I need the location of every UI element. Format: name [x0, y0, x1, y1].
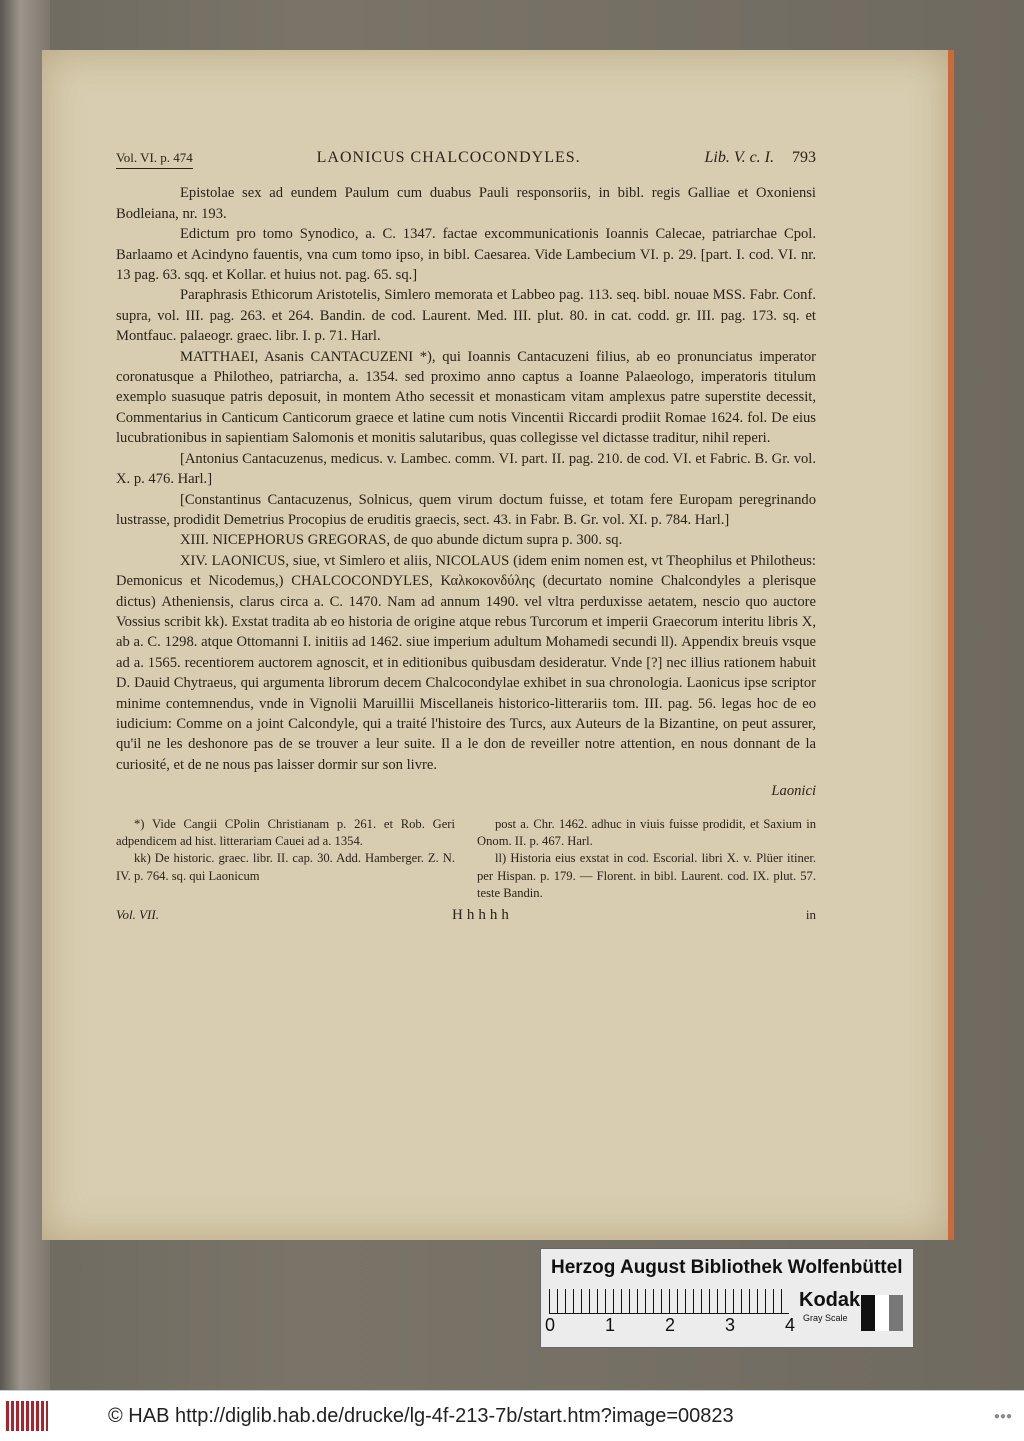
ruler-numbers [545, 1315, 795, 1336]
footnote: post a. Chr. 1462. adhuc in viuis fuisse prodidit, et Saxium in Onom. II. p. 467. Harl. [477, 816, 816, 848]
running-title: LAONICUS CHALCOCONDYLES. [316, 149, 581, 166]
footnote: ll) Historia eius exstat in cod. Escorial. libri X. v. Plüer itiner. per Hispan. p. 179. — Florent. in bibl. Laurent. cod. IX. plut. 57. teste Bandin. [477, 851, 816, 901]
paragraph-laonicus: XIV. LAONICUS, siue, vt Simlero et aliis, NICOLAUS (idem enim nomen est, vt Theophilus et Philotheus: Demonicus et Nicodemus,) CHALCOCONDYLES, Καλκοκονδύλης (decurtato nomine Chalcondyles a plerisque dictus) Atheniensis, clarus circa a. C. 1470. Nam ad annum 1490. vel vltra perduxisse aetatem, nescio quo auctore Vossius scribit kk). Exstat tradita ab eo historia de origine atque rebus Turcorum et imperii Graecorum interitu libris X, ab a. C. 1298. atque Ottomanni I. initiis ad 1462. siue imperium adultum Mohamedi secundi ll). Appendix breuis vsque ad a. 1565. recentiorem auctorem agnoscit, et in editionibus quibusdam desideratur. Vnde [?] nec illius rationem habuit D. Dauid Chytraeus, qui argumenta librorum decem Chalcocondylae exhibet in sua chronologia. Laonicus ipse scriptor minime contemnendus, vnde in Vignolii Maruillii Miscellaneis historico-litterariis tom. III. pag. 56. legas hoc de eo iudicium: Comme on a joint Calcondyle, qui a traité l'histoire des Turcs, aux Auteurs de la Bizantine, on peut assurer, qu'il ne les deshonore pas de se trouver a leur suite. Il a le don de reveiller notre attention, en nous donnant de la curiosité, et de ne nous pas laisser dormir sur son livre. [116, 552, 816, 773]
catchword: Laonici [771, 783, 816, 800]
more-icon[interactable]: ●●● [993, 1410, 1012, 1422]
gray-patch [875, 1295, 889, 1331]
ruler-number: 1 [604, 1315, 615, 1335]
paragraph-edictum: Edictum pro tomo Synodico, a. C. 1347. factae excommunicationis Ioannis Calecae, patriarchae Cpol. Barlaamo et Acindyno fauentis, vna cum tomo ipso, in bibl. Caesarea. Vide Lambecium VI. p. 29. [part. I. cod. VI. nr. 13 pag. 63. sqq. et Kollar. et huius not. pag. 65. sq.] [116, 226, 816, 284]
volume-mark: Vol. VII. [116, 906, 159, 922]
color-calibration-label [540, 1248, 914, 1348]
gathering-signature: Hhhhh [452, 906, 513, 923]
gray-patch [861, 1295, 875, 1331]
signature-row [116, 905, 816, 925]
page-text [116, 148, 816, 925]
footnote: kk) De historic. graec. libr. II. cap. 30. Add. Hamberger. Z. N. IV. p. 764. sq. qui Laonicum [116, 851, 455, 883]
section-ref [705, 148, 816, 168]
paragraph-matthaei: MATTHAEI, Asanis CANTACUZENI *), qui Ioannis Cantacuzeni filius, ab eo pronunciatus imperator coronatusque a Philotheo, patriarcha, a. 1354. sed proximo anno captus a Ioanne Palaeologo, imperatoris titulum exemplo suasuque patris deposuit, in montem Atho secessit et monasticam vitam amplexus patre superstite decessit, Commentarius in Canticum Canticorum graece et latine cum notis Vincentii Riccardi prodiit Romae 1624. fol. De eius lucubrationibus in sapientiam Salomonis et monitis salutaribus, quas collegisse vel dictasse traditur, nihil reperi. [116, 348, 816, 447]
cross-reference: Vol. VI. p. 474 [116, 148, 193, 169]
ruler-number: 0 [545, 1315, 556, 1335]
footnotes [116, 816, 816, 903]
footnote: *) Vide Cangii CPolin Christianam p. 261. et Rob. Geri adpendicem ad hist. litterariam Cauei ad a. 1354. [116, 816, 455, 848]
gray-scale-caption: Gray Scale [803, 1313, 848, 1323]
paragraph-nicephorus: XIII. NICEPHORUS GREGORAS, de quo abunde dictum supra p. 300. sq. [180, 532, 623, 549]
ruler-number: 2 [664, 1315, 675, 1335]
paragraph-antonius: [Antonius Cantacuzenus, medicus. v. Lambec. comm. VI. part. II. pag. 210. de cod. VI. et Fabric. B. Gr. vol. X. p. 476. Harl.] [116, 450, 816, 488]
ruler-number: 3 [724, 1315, 735, 1335]
paragraph-paraphrasis: Paraphrasis Ethicorum Aristotelis, Simlero memorata et Labbeo pag. 113. seq. bibl. nouae MSS. Fabr. Conf. supra, vol. III. pag. 263. et 264. Bandin. de cod. Laurent. Med. III. plut. 80. in cat. codd. gr. III. pag. 173. sq. et Montfauc. palaeogr. graec. libr. I. p. 71. Harl. [116, 287, 816, 345]
gray-patches [861, 1295, 903, 1331]
copyright-link[interactable]: © HAB http://diglib.hab.de/drucke/lg-4f-213-7b/start.htm?image=00823 [108, 1404, 734, 1427]
kodak-logo: Kodak [799, 1289, 861, 1311]
page-number: 793 [792, 149, 816, 166]
ruler-number: 4 [784, 1315, 795, 1335]
paragraph-epistolae: Epistolae sex ad eundem Paulum cum duabus Pauli responsoriis, in bibl. regis Galliae et Oxoniensi Bodleiana, nr. 193. [116, 185, 816, 222]
catchword-bottom: in [805, 906, 816, 922]
section-label: Lib. V. c. I. [704, 149, 774, 166]
book-page [42, 50, 954, 1240]
running-header [116, 148, 816, 169]
footnotes-left [116, 816, 455, 903]
footnotes-right [477, 816, 816, 903]
library-name: Herzog August Bibliothek Wolfenbüttel [551, 1257, 903, 1278]
footer-bar [0, 1390, 1024, 1441]
gray-patch [889, 1295, 903, 1331]
ruler-scale [549, 1289, 789, 1314]
paragraph-constantinus: [Constantinus Cantacuzenus, Solnicus, quem virum doctum fuisse, et totam fere Europam peregrinando lustrasse, prodidit Demetrius Procopius de eruditis graecis, sect. 43. in Fabr. B. Gr. vol. XI. p. 784. Harl.] [116, 491, 816, 528]
hab-logo-icon [6, 1401, 48, 1431]
